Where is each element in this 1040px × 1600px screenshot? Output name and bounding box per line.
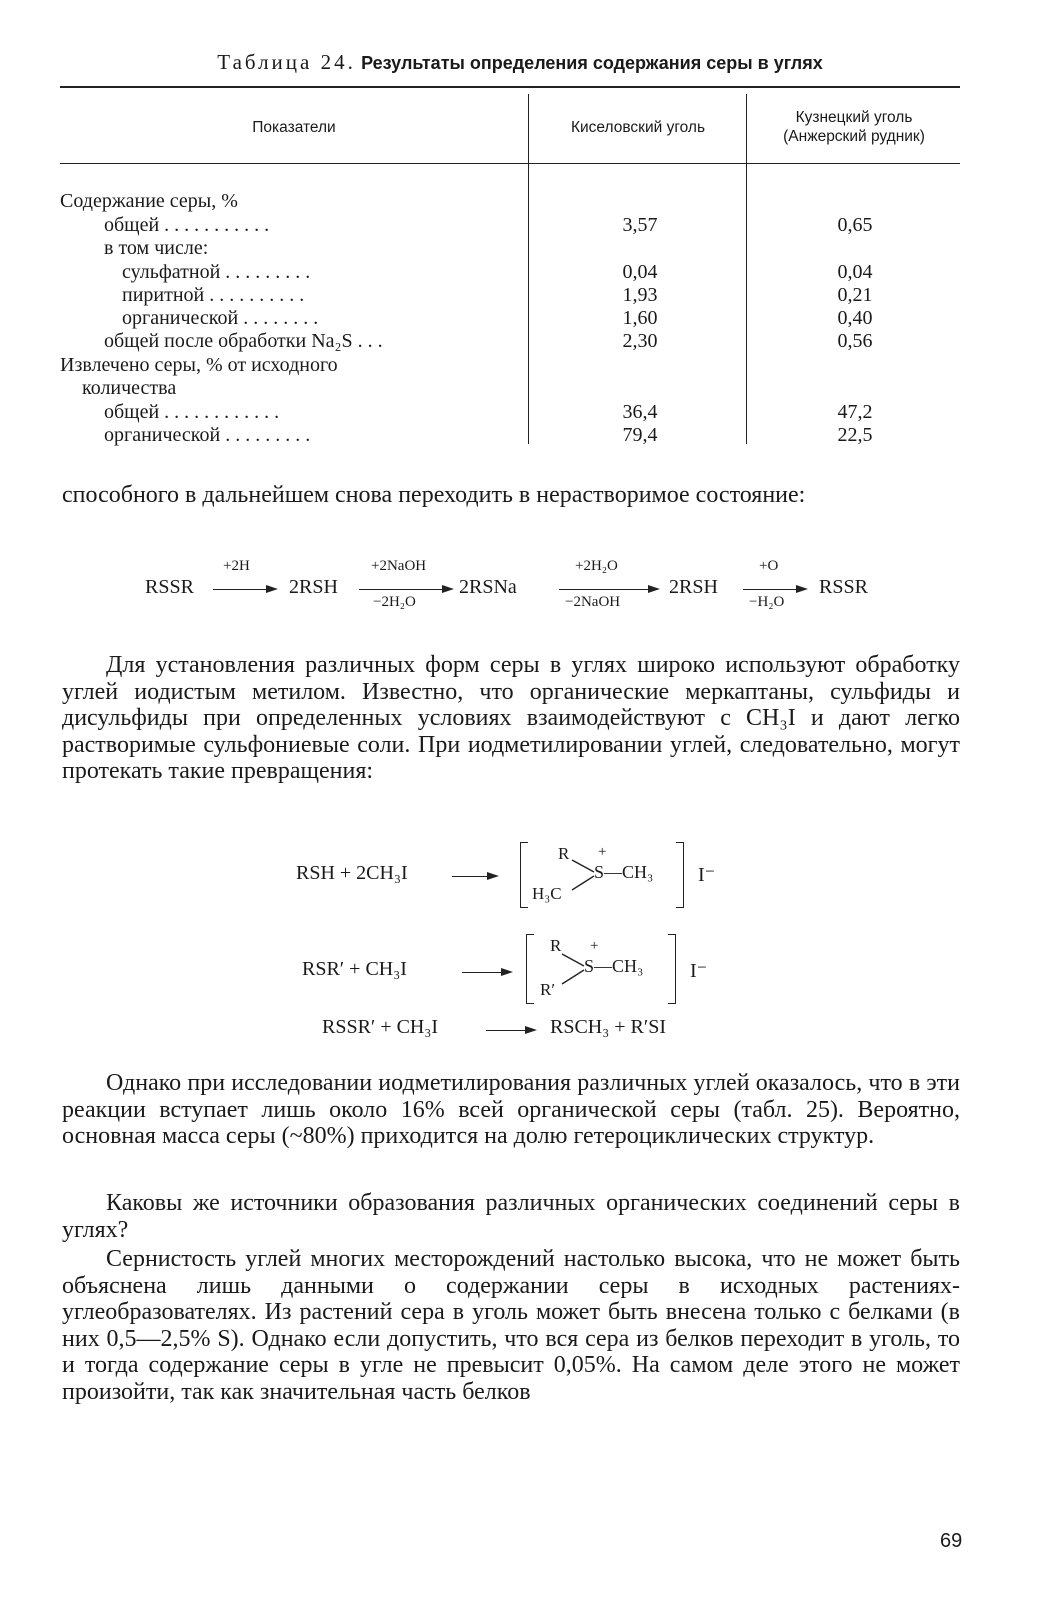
r1-arrow <box>452 876 496 877</box>
scheme1-arrow4 <box>743 589 805 590</box>
table-row <box>60 330 960 353</box>
row-label: органической . . . . . . . . . <box>104 424 311 446</box>
r3-products: RSCH₃ + R′SI <box>550 1016 666 1038</box>
r1-plus: + <box>598 844 607 860</box>
scheme1-arrow1 <box>213 589 275 590</box>
table-row <box>60 424 960 447</box>
scheme1-rssr-b: RSSR <box>819 576 868 598</box>
header-kuznetsky-line1: Кузнецкий уголь <box>795 109 913 126</box>
redox-scheme <box>145 558 885 622</box>
cell-kiselovsky: 79,4 <box>622 424 658 446</box>
cell-kuznetsky: 0,65 <box>837 214 873 236</box>
r2-r: R <box>550 936 562 955</box>
r2-arrow <box>462 972 510 973</box>
table-row <box>60 214 960 237</box>
cell-kiselovsky: 1,60 <box>622 307 658 329</box>
table-row <box>60 284 960 307</box>
r1-bracket-left <box>520 842 528 908</box>
row-label: общей . . . . . . . . . . . . <box>104 401 280 423</box>
r2-reactants: RSR′ + CH₃I <box>302 958 407 980</box>
paragraph-5: Сернистость углей многих месторождений настолько высока, что не может быть объяснена лишь данными о содержании серы в исходных растениях-углеобразователях. Из растений сера в уголь может быть внесена только с белками (в них 0,5—2,5% S). Однако если допустить, что вся сера из белков переходит в уголь, то и тогда содержание серы в угле не превысит 0,05%. На самом деле этого не может произойти, так как значительная часть белков <box>62 1246 960 1405</box>
header-kiselovsky: Киселовский уголь <box>570 119 706 136</box>
scheme1-2rsh: 2RSH <box>289 576 338 598</box>
header-kuznetsky <box>748 108 960 146</box>
r3-reactants: RSSR′ + CH₃I <box>322 1016 438 1038</box>
cell-kuznetsky: 47,2 <box>837 401 873 423</box>
header-kuznetsky-line2: (Анжерский рудник) <box>783 128 925 145</box>
scheme1-rssr: RSSR <box>145 576 194 598</box>
row-label: пиритной . . . . . . . . . . <box>122 284 305 306</box>
scheme1-arrow1-top: +2H <box>223 558 250 574</box>
r1-h3c: H₃C <box>532 884 562 903</box>
cell-kuznetsky: 0,04 <box>837 261 873 283</box>
cell-kiselovsky: 36,4 <box>622 401 658 423</box>
cell-kiselovsky: 1,93 <box>622 284 658 306</box>
table-row <box>60 190 960 213</box>
paragraph-3: Однако при исследовании иодметилирования различных углей оказалось, что в эти реакции вступает лишь около 16% всей органической серы (табл. 25). Вероятно, основная масса серы (~80%) приходится на долю гетероциклических структур. <box>62 1070 960 1149</box>
row-label: Извлечено серы, % от исходного <box>60 354 338 376</box>
r1-anion: I⁻ <box>698 864 716 886</box>
cell-kiselovsky: 0,04 <box>622 261 658 283</box>
table-row <box>60 261 960 284</box>
cell-kiselovsky: 2,30 <box>622 330 658 352</box>
r1-bracket-right <box>676 842 684 908</box>
paragraph-2: Для установления различных форм серы в углях широко используют обработку углей иодистым метилом. Известно, что органические меркаптаны, сульфиды и дисульфиды при определенных условиях взаимодействуют с CH₃I и дают легко растворимые сульфониевые соли. При иодметилировании углей, следовательно, могут протекать такие превращения: <box>62 652 960 784</box>
r2-r-prime: R′ <box>540 980 556 999</box>
scheme1-arrow2-bot: −2H₂O <box>373 594 416 610</box>
r3-arrow <box>486 1030 534 1031</box>
table-row <box>60 237 960 260</box>
table-row <box>60 377 960 400</box>
table-row <box>60 307 960 330</box>
scheme1-arrow2-top: +2NaOH <box>371 558 427 574</box>
cell-kiselovsky: 3,57 <box>622 214 658 236</box>
paragraph-1: способного в дальнейшем снова переходить в нерастворимое состояние: <box>62 482 806 508</box>
cell-kuznetsky: 22,5 <box>837 424 873 446</box>
r1-bonds <box>570 858 596 892</box>
cell-kuznetsky: 0,40 <box>837 307 873 329</box>
scheme1-2rsh-b: 2RSH <box>669 576 718 598</box>
scheme1-2rsna: 2RSNa <box>459 576 517 598</box>
table-caption <box>60 50 980 75</box>
scheme1-arrow3 <box>559 589 657 590</box>
row-label: сульфатной . . . . . . . . . <box>122 261 311 283</box>
row-label: количества <box>82 377 177 399</box>
scheme1-arrow4-bot: −H₂O <box>749 594 785 610</box>
r2-anion: I⁻ <box>690 960 708 982</box>
r1-r: R <box>558 844 570 863</box>
cell-kuznetsky: 0,21 <box>837 284 873 306</box>
scheme1-arrow4-top: +O <box>759 558 779 574</box>
scheme1-arrow3-top: +2H₂O <box>575 558 618 574</box>
header-indicators: Показатели <box>252 119 336 136</box>
scheme1-arrow3-bot: −2NaOH <box>565 594 621 610</box>
r2-bracket-right <box>668 934 676 1004</box>
table-row <box>60 354 960 377</box>
r1-reactants: RSH + 2CH₃I <box>296 862 408 884</box>
table-row <box>60 401 960 424</box>
row-label: в том числе: <box>104 237 209 259</box>
table-caption-title: Результаты определения содержания серы в углях <box>361 53 823 73</box>
r2-bonds <box>560 952 586 986</box>
r2-s-ch3: S—CH₃ <box>584 956 644 976</box>
paragraph-4: Каковы же источники образования различных органических соединений серы в углях? <box>62 1190 960 1243</box>
table-top-rule <box>60 86 960 88</box>
r2-bracket-left <box>526 934 534 1004</box>
r1-s-ch3: S—CH₃ <box>594 862 654 882</box>
r2-plus: + <box>590 938 599 954</box>
row-label: общей после обработки Na₂S . . . <box>104 330 383 352</box>
table-header-rule <box>60 163 960 164</box>
cell-kuznetsky: 0,56 <box>837 330 873 352</box>
scheme1-arrow2 <box>359 589 451 590</box>
row-label: общей . . . . . . . . . . . <box>104 214 270 236</box>
row-label: Содержание серы, % <box>60 190 238 212</box>
page-number: 69 <box>940 1530 963 1552</box>
table-caption-prefix: Таблица 24. <box>217 50 356 74</box>
sulfur-table <box>60 86 960 446</box>
row-label: органической . . . . . . . . <box>122 307 319 329</box>
